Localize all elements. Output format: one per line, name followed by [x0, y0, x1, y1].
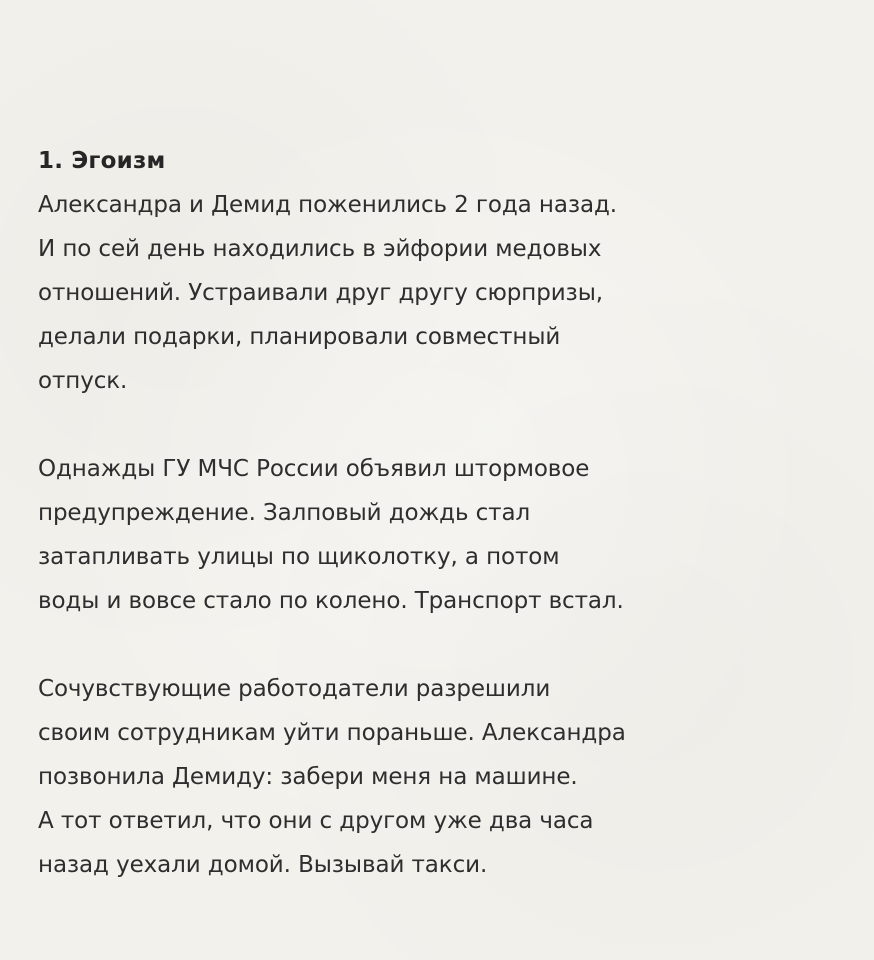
paragraph-spacer [38, 403, 838, 447]
text-line: И по сей день находились в эйфории медовых [38, 236, 602, 262]
text-line: назад уехали домой. Вызывай такси. [38, 852, 488, 878]
text-line: затапливать улицы по щиколотку, а потом [38, 544, 560, 570]
text-line: отношений. Устраивали друг другу сюрпризы, [38, 280, 603, 306]
paragraph-1 [38, 183, 838, 403]
section-heading: 1. Эгоизм [38, 148, 166, 174]
text-line: воды и вовсе стало по колено. Транспорт встал. [38, 588, 624, 614]
paragraph-spacer [38, 623, 838, 667]
document-content [38, 139, 838, 887]
text-line: позвонила Демиду: забери меня на машине. [38, 764, 578, 790]
paragraph-2 [38, 447, 838, 623]
text-line: Сочувствующие работодатели разрешили [38, 676, 551, 702]
text-line: А тот ответил, что они с другом уже два часа [38, 808, 594, 834]
text-line: Александра и Демид поженились 2 года назад. [38, 192, 617, 218]
text-line: делали подарки, планировали совместный [38, 324, 561, 350]
text-line: своим сотрудникам уйти пораньше. Александра [38, 720, 626, 746]
paragraph-3 [38, 667, 838, 887]
text-line: отпуск. [38, 368, 128, 394]
text-line: Однажды ГУ МЧС России объявил штормовое [38, 456, 590, 482]
text-line: предупреждение. Залповый дождь стал [38, 500, 531, 526]
